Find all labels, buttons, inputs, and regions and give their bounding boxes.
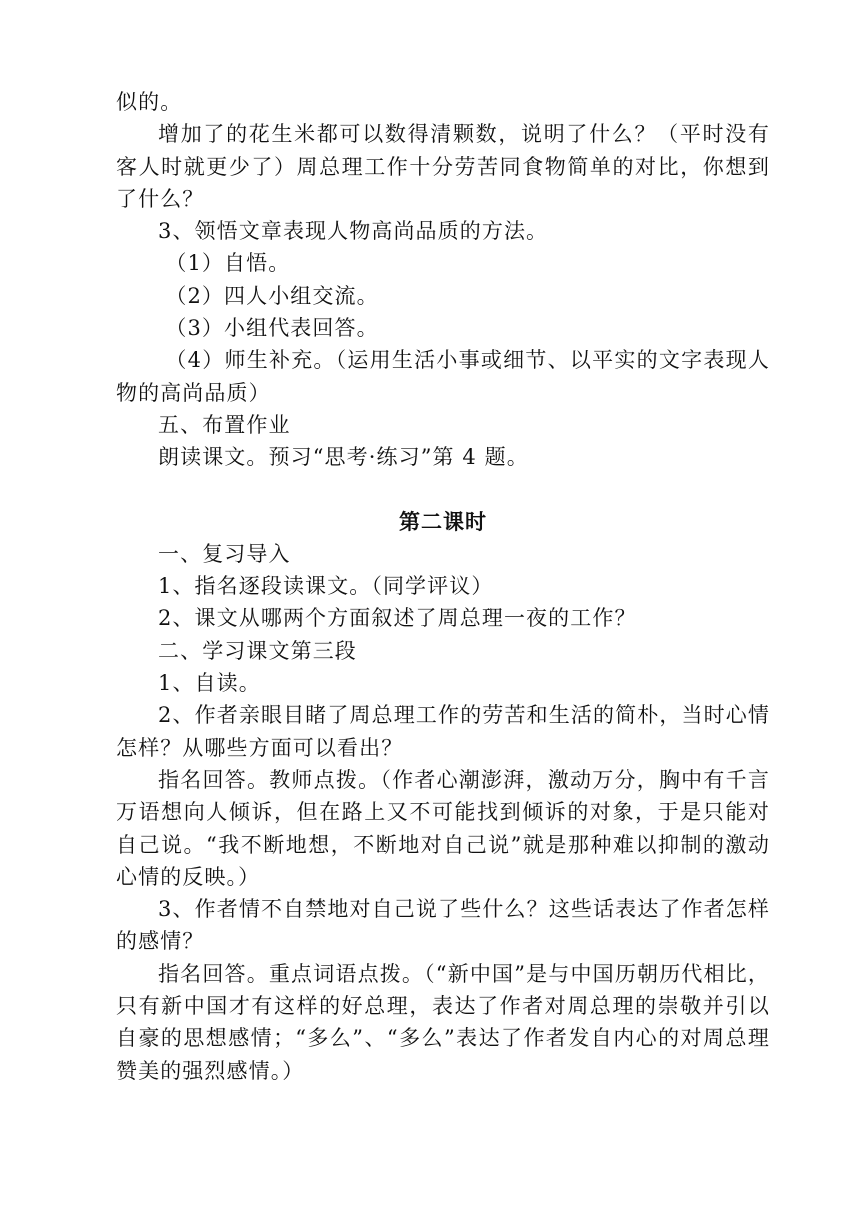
section-5-heading: 五、布置作业 <box>158 412 291 437</box>
answer-guidance-2: 指名回答。重点词语点拨。（“新中国”是与中国历朝历代相比，只有新中国才有这样的好总理，表达了作者对周总理的崇敬并引以自豪的思想感情；“多么”、“多么”表达了作者发自内心的对周总理赞美的强烈感情。） <box>116 961 770 1083</box>
paragraph-continuation: 似的。 <box>116 90 183 114</box>
study-step-1: 1、自读。 <box>158 671 261 696</box>
substep-4: （4）师生补充。（运用生活小事或细节、以平实的文字表现人物的高尚品质） <box>116 348 770 405</box>
homework-text: 朗读课文。预习“思考·练习”第 4 题。 <box>158 445 529 470</box>
spacer <box>116 474 770 506</box>
study-step-2: 2、作者亲眼目睹了周总理工作的劳苦和生活的简朴，当时心情怎样？从哪些方面可以看出？ <box>116 703 770 760</box>
answer-guidance-1: 指名回答。教师点拨。（作者心潮澎湃，激动万分，胸中有千言万语想向人倾诉，但在路上又不可能找到倾诉的对象，于是只能对自己说。“我不断地想，不断地对自己说”就是那种难以抑制的激动心情的反映。） <box>116 767 770 889</box>
paragraph-question-peanuts: 增加了的花生米都可以数得清颗数，说明了什么？（平时没有客人时就更少了）周总理工作十分劳苦同食物简单的对比，你想到了什么？ <box>116 122 770 211</box>
substep-3: （3）小组代表回答。 <box>165 316 379 341</box>
review-step-1: 1、指名逐段读课文。（同学评议） <box>158 574 494 599</box>
substep-2: （2）四人小组交流。 <box>165 283 379 308</box>
lesson-title: 第二课时 <box>399 509 487 534</box>
review-step-2: 2、课文从哪两个方面叙述了周总理一夜的工作？ <box>158 606 637 631</box>
document-page <box>116 86 770 1087</box>
section-1-heading: 一、复习导入 <box>158 541 291 566</box>
section-2-heading: 二、学习课文第三段 <box>158 638 357 663</box>
step-3-heading: 3、领悟文章表现人物高尚品质的方法。 <box>158 219 549 244</box>
substep-1: （1）自悟。 <box>165 251 291 276</box>
study-step-3: 3、作者情不自禁地对自己说了些什么？这些话表达了作者怎样的感情？ <box>116 897 770 954</box>
